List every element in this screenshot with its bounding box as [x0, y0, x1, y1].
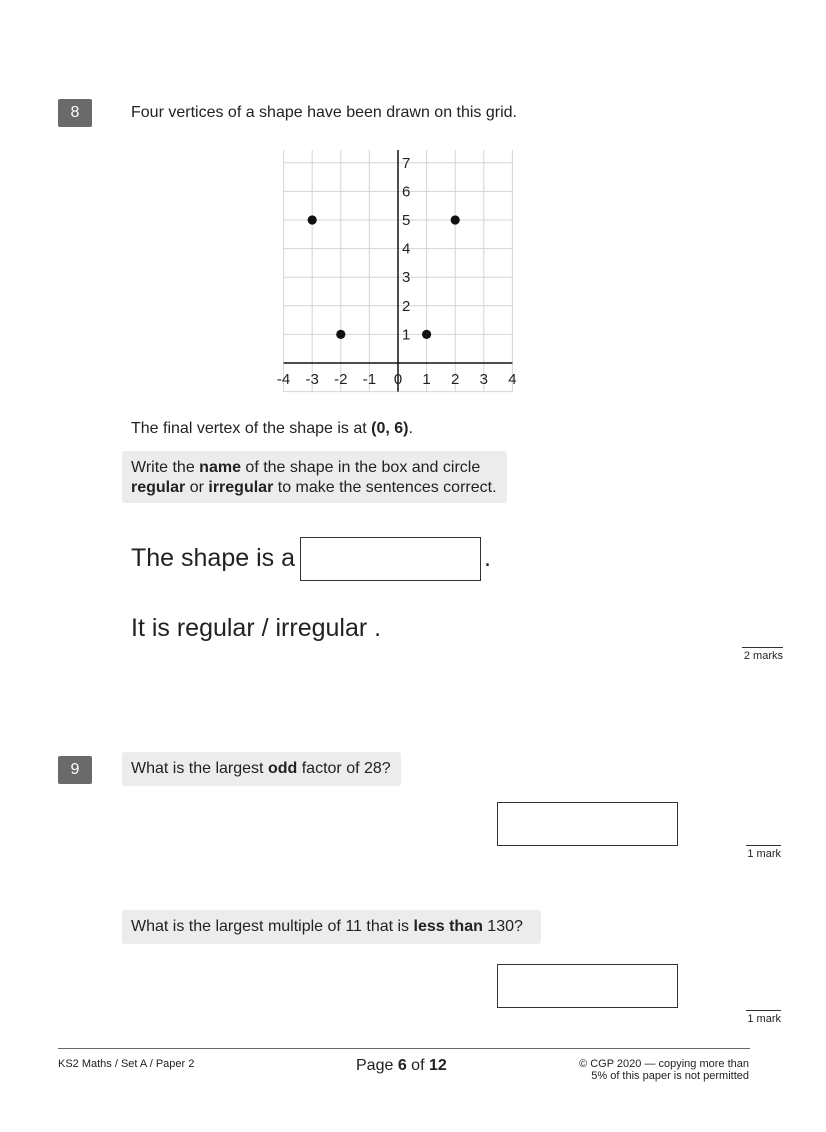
marks-q9a: 1 mark	[746, 845, 781, 860]
y-tick-label: 2	[402, 297, 411, 315]
x-tick-label: -2	[334, 371, 348, 388]
x-tick-label: 2	[451, 371, 460, 388]
answer-box-9a[interactable]	[497, 802, 678, 846]
question-number-9: 9	[58, 756, 92, 784]
instruction-box: Write the name of the shape in the box and circle regular or irregular to make the sentences correct.	[122, 451, 507, 503]
x-tick-label: 0	[393, 371, 403, 388]
copyright-notice: © CGP 2020 — copying more than 5% of this paper is not permitted	[579, 1058, 749, 1082]
footer-divider	[58, 1048, 750, 1049]
question-9b-box: What is the largest multiple of 11 that is less than 130?	[122, 910, 541, 944]
footer-paper-id: KS2 Maths / Set A / Paper 2	[58, 1058, 195, 1070]
vertex-point	[422, 330, 431, 339]
vertex-point	[451, 215, 460, 224]
x-tick-label: -4	[276, 371, 291, 388]
page-number: Page 6 of 12	[356, 1057, 447, 1074]
y-tick-label: 7	[402, 154, 411, 172]
shape-name-answer-box[interactable]	[300, 537, 481, 581]
question-8-intro: Four vertices of a shape have been drawn on this grid.	[131, 104, 517, 121]
x-tick-label: 1	[422, 371, 431, 388]
y-tick-label: 3	[402, 269, 411, 287]
y-tick-label: 5	[402, 212, 411, 229]
shape-sentence: The shape is a	[131, 544, 295, 572]
shape-sentence-end: .	[484, 544, 491, 572]
question-9a-box: What is the largest odd factor of 28?	[122, 752, 401, 786]
vertex-point	[336, 330, 345, 339]
regular-irregular-sentence[interactable]: It is regular / irregular .	[131, 614, 382, 642]
question-number-8: 8	[58, 99, 92, 127]
vertex-point	[308, 215, 317, 224]
x-tick-label: -1	[362, 371, 377, 388]
final-vertex-text: The final vertex of the shape is at (0, 6).	[131, 420, 413, 437]
marks-q8: 2 marks	[742, 647, 783, 662]
y-tick-label: 1	[402, 326, 411, 344]
y-tick-label: 6	[402, 183, 411, 201]
x-tick-label: 3	[479, 371, 488, 388]
x-tick-label: 4	[508, 371, 517, 388]
y-tick-label: 4	[402, 240, 411, 258]
answer-box-9b[interactable]	[497, 964, 678, 1008]
coordinate-grid	[0, 150, 826, 410]
marks-q9b: 1 mark	[746, 1010, 781, 1025]
x-tick-label: -3	[305, 371, 319, 388]
final-vertex-coordinate: (0, 6)	[371, 420, 409, 437]
